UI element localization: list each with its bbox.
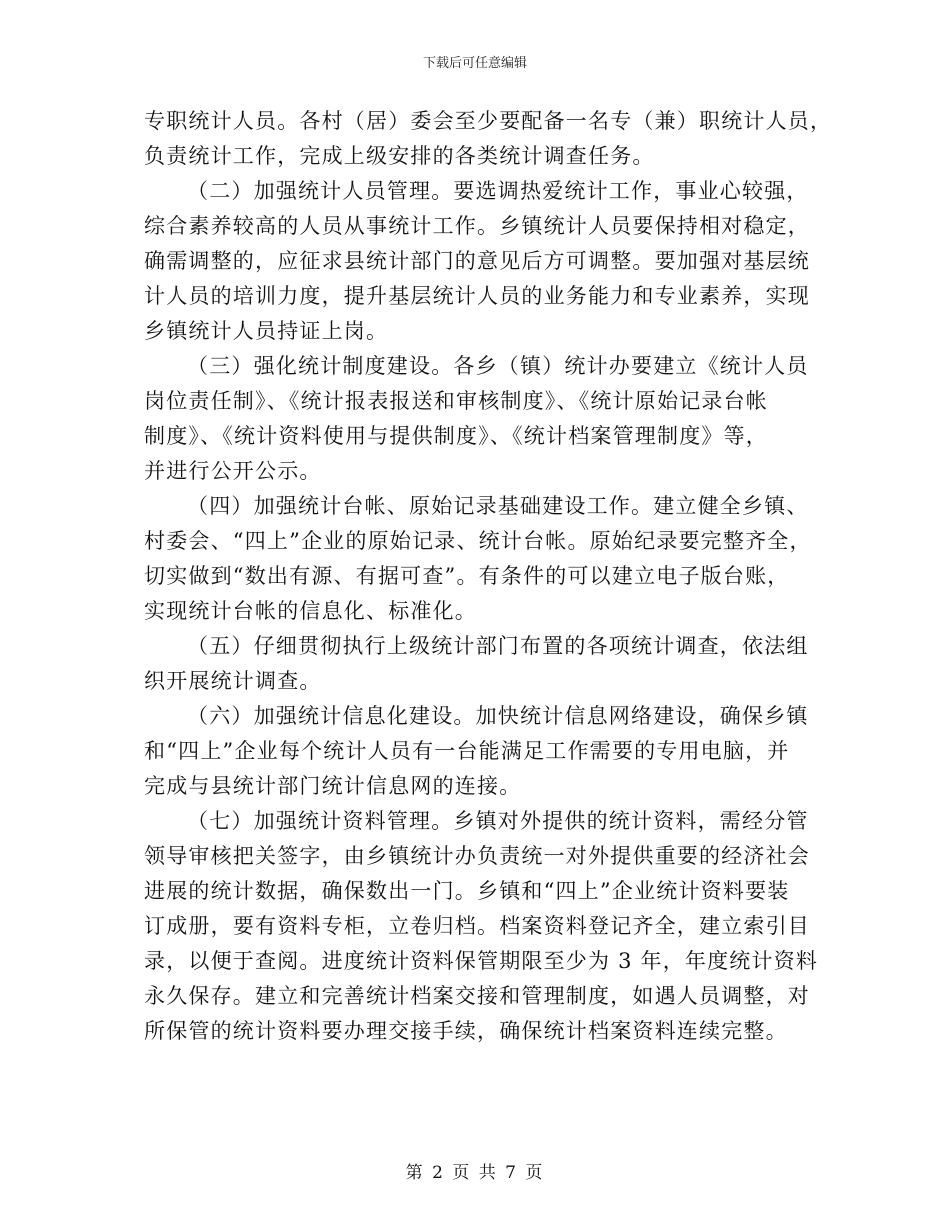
paragraph-line: 村委会、“四上”企业的原始记录、统计台帐。原始纪录要完整齐全，: [144, 529, 812, 553]
paragraph-line: 订成册，要有资料专柜，立卷归档。档案资料登记齐全，建立索引目: [144, 914, 810, 938]
paragraph-line: 乡镇统计人员持证上岗。: [144, 319, 389, 343]
paragraph-first-line: （三）强化统计制度建设。各乡（镇）统计办要建立《统计人员: [187, 354, 809, 378]
paragraph-line: 切实做到“数出有源、有据可查”。有条件的可以建立电子版台账，: [144, 564, 790, 588]
paragraph-line: 所保管的统计资料要办理交接手续，确保统计档案资料连续完整。: [144, 1019, 788, 1043]
paragraph-line: 领导审核把关签字，由乡镇统计办负责统一对外提供重要的经济社会: [144, 844, 810, 868]
paragraph-first-line: （五）仔细贯彻执行上级统计部门布置的各项统计调查，依法组: [187, 634, 809, 658]
paragraph-line: 录，以便于查阅。进度统计资料保管期限至少为 3 年，年度统计资料: [144, 949, 819, 973]
paragraph-line: 计人员的培训力度，提升基层统计人员的业务能力和专业素养，实现: [144, 284, 810, 308]
paragraph-line: 制度》、《统计资料使用与提供制度》、《统计档案管理制度》等，: [144, 424, 768, 448]
paragraph-line: 完成与县统计部门统计信息网的连接。: [144, 774, 522, 798]
paragraph-first-line: （七）加强统计资料管理。乡镇对外提供的统计资料，需经分管: [187, 809, 809, 833]
paragraph-line: 综合素养较高的人员从事统计工作。乡镇统计人员要保持相对稳定，: [144, 214, 810, 238]
paragraph-line: 进展的统计数据，确保数出一门。乡镇和“四上”企业统计资料要装: [144, 879, 790, 903]
paragraph-line: 确需调整的，应征求县统计部门的意见后方可调整。要加强对基层统: [144, 249, 810, 273]
paragraph-line: 专职统计人员。各村（居）委会至少要配备一名专（兼）职统计人员，: [144, 109, 833, 133]
paragraph-line: 实现统计台帐的信息化、标准化。: [144, 599, 477, 623]
paragraph-first-line: （四）加强统计台帐、原始记录基础建设工作。建立健全乡镇、: [187, 494, 809, 518]
page-header: 下载后可任意编辑: [422, 56, 527, 71]
paragraph-line: 负责统计工作，完成上级安排的各类统计调查任务。: [144, 144, 655, 168]
paragraph-line: 和“四上”企业每个统计人员有一台能满足工作需要的专用电脑，并: [144, 739, 790, 763]
paragraph-line: 永久保存。建立和完善统计档案交接和管理制度，如遇人员调整，对: [144, 984, 810, 1008]
paragraph-line: 并进行公开公示。: [144, 459, 322, 483]
paragraph-first-line: （六）加强统计信息化建设。加快统计信息网络建设，确保乡镇: [187, 704, 809, 728]
page-footer: 第 2 页 共 7 页: [405, 1163, 545, 1183]
paragraph-line: 岗位责任制》、《统计报表报送和审核制度》、《统计原始记录台帐: [144, 389, 768, 413]
document-body: [144, 104, 833, 1049]
paragraph-first-line: （二）加强统计人员管理。要选调热爱统计工作，事业心较强，: [187, 179, 809, 203]
paragraph-line: 织开展统计调查。: [144, 669, 322, 693]
